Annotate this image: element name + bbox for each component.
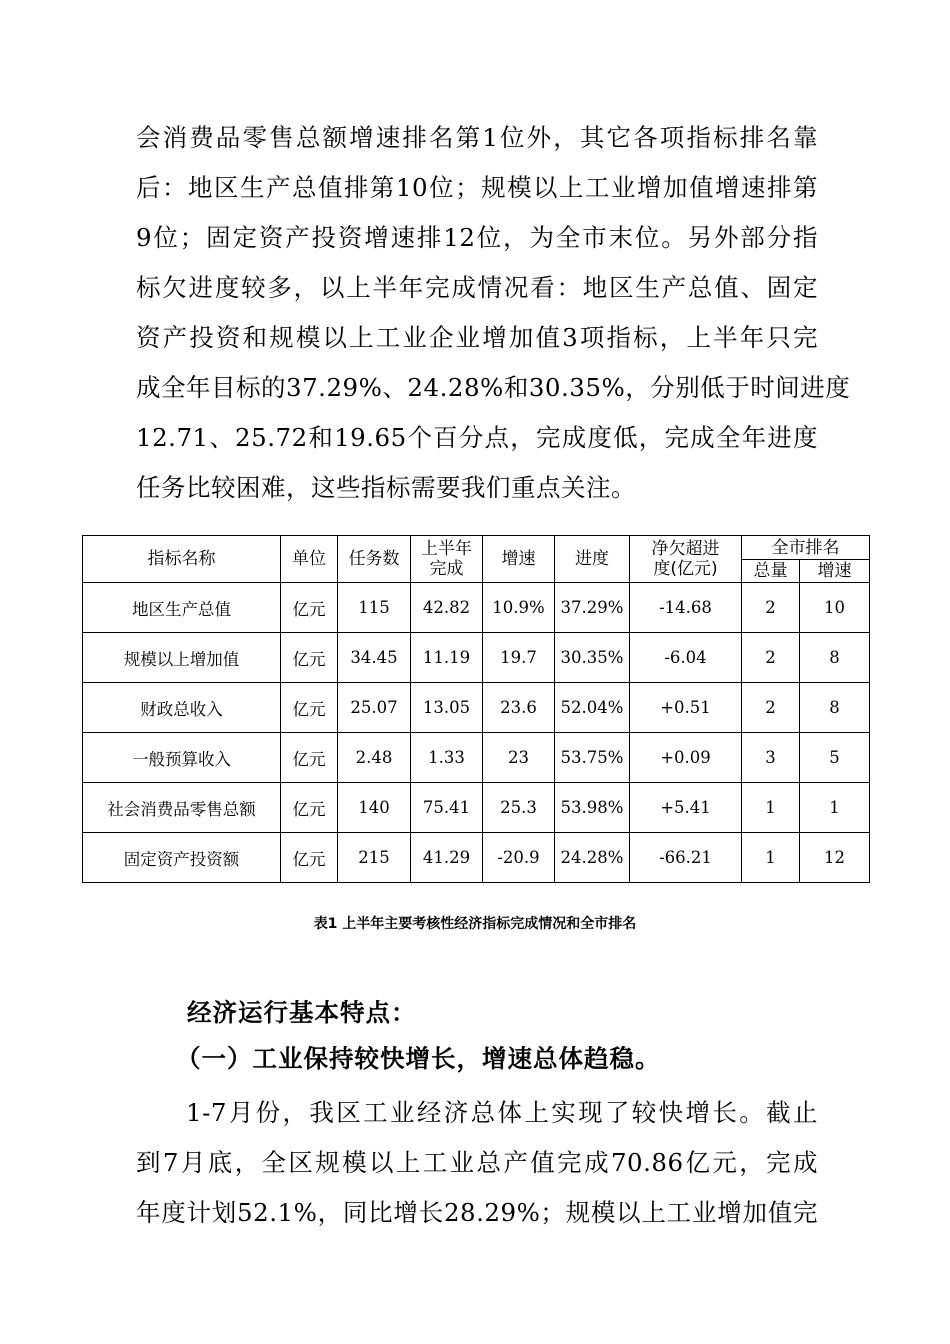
cell-unit: 亿元 [281, 633, 338, 683]
text-line: 标欠进度较多，以上半年完成情况看：地区生产总值、固定 [136, 273, 818, 302]
header-half-year: 上半年完成 [411, 536, 483, 583]
cell-name: 财政总收入 [83, 683, 281, 733]
cell-half: 42.82 [411, 583, 483, 633]
text-line: 资产投资和规模以上工业企业增加值3项指标，上半年只完 [136, 323, 818, 352]
text-line: 1-7月份，我区工业经济总体上实现了较快增长。截止 [186, 1098, 818, 1127]
cell-growth: 10.9% [483, 583, 555, 633]
table-row [83, 833, 870, 883]
table-row [83, 683, 870, 733]
cell-name: 社会消费品零售总额 [83, 783, 281, 833]
cell-net: +5.41 [630, 783, 742, 833]
cell-unit: 亿元 [281, 583, 338, 633]
cell-progress: 30.35% [555, 633, 630, 683]
text-line: 后：地区生产总值排第10位；规模以上工业增加值增速排第 [136, 173, 818, 202]
cell-unit: 亿元 [281, 783, 338, 833]
cell-net: -14.68 [630, 583, 742, 633]
table-caption: 表1 上半年主要考核性经济指标完成情况和全市排名 [313, 916, 637, 932]
cell-progress: 24.28% [555, 833, 630, 883]
cell-unit: 亿元 [281, 683, 338, 733]
cell-unit: 亿元 [281, 733, 338, 783]
text-line: 9位；固定资产投资增速排12位，为全市末位。另外部分指 [136, 223, 818, 252]
header-net: 净欠超进度(亿元) [630, 536, 742, 583]
cell-name: 地区生产总值 [83, 583, 281, 633]
cell-rank-total: 2 [742, 633, 800, 683]
cell-rank-growth: 5 [800, 733, 870, 783]
cell-half: 41.29 [411, 833, 483, 883]
table-row [83, 583, 870, 633]
section-heading: 经济运行基本特点： [187, 998, 417, 1027]
cell-growth: 19.7 [483, 633, 555, 683]
header-task: 任务数 [338, 536, 411, 583]
cell-rank-total: 3 [742, 733, 800, 783]
cell-rank-growth: 1 [800, 783, 870, 833]
table-header-row [83, 536, 870, 560]
cell-unit: 亿元 [281, 833, 338, 883]
sub-heading: （一）工业保持较快增长，增速总体趋稳。 [176, 1044, 661, 1073]
cell-name: 固定资产投资额 [83, 833, 281, 883]
cell-task: 215 [338, 833, 411, 883]
cell-progress: 53.75% [555, 733, 630, 783]
cell-net: -6.04 [630, 633, 742, 683]
table-row [83, 633, 870, 683]
table-row [83, 783, 870, 833]
cell-task: 2.48 [338, 733, 411, 783]
cell-rank-growth: 10 [800, 583, 870, 633]
header-rank-total: 总量 [742, 560, 800, 583]
cell-growth: 25.3 [483, 783, 555, 833]
cell-task: 34.45 [338, 633, 411, 683]
cell-rank-total: 1 [742, 783, 800, 833]
indicator-table [82, 535, 870, 883]
cell-net: -66.21 [630, 833, 742, 883]
cell-growth: -20.9 [483, 833, 555, 883]
header-ranking: 全市排名 [742, 536, 870, 560]
cell-growth: 23 [483, 733, 555, 783]
text-line: 12.71、25.72和19.65个百分点，完成度低，完成全年进度 [136, 423, 818, 452]
header-growth: 增速 [483, 536, 555, 583]
text-line: 年度计划52.1%，同比增长28.29%；规模以上工业增加值完 [136, 1198, 818, 1227]
text-line: 到7月底，全区规模以上工业总产值完成70.86亿元，完成 [136, 1148, 818, 1177]
cell-rank-total: 2 [742, 583, 800, 633]
cell-rank-growth: 8 [800, 683, 870, 733]
cell-half: 11.19 [411, 633, 483, 683]
paragraph-ranking-summary [136, 113, 851, 513]
header-rank-growth: 增速 [800, 560, 870, 583]
cell-rank-total: 2 [742, 683, 800, 733]
header-unit: 单位 [281, 536, 338, 583]
table-row [83, 733, 870, 783]
cell-task: 115 [338, 583, 411, 633]
cell-name: 一般预算收入 [83, 733, 281, 783]
cell-rank-growth: 8 [800, 633, 870, 683]
header-name: 指标名称 [83, 536, 281, 583]
cell-rank-growth: 12 [800, 833, 870, 883]
text-line: 任务比较困难，这些指标需要我们重点关注。 [136, 473, 636, 502]
text-line: 成全年目标的37.29%、24.28%和30.35%，分别低于时间进度 [136, 373, 851, 402]
text-line: 会消费品零售总额增速排名第1位外，其它各项指标排名靠 [136, 123, 818, 152]
cell-name: 规模以上增加值 [83, 633, 281, 683]
cell-progress: 53.98% [555, 783, 630, 833]
header-progress: 进度 [555, 536, 630, 583]
cell-progress: 52.04% [555, 683, 630, 733]
cell-net: +0.51 [630, 683, 742, 733]
paragraph-industry [136, 1088, 818, 1238]
cell-half: 1.33 [411, 733, 483, 783]
cell-progress: 37.29% [555, 583, 630, 633]
cell-rank-total: 1 [742, 833, 800, 883]
cell-half: 13.05 [411, 683, 483, 733]
cell-growth: 23.6 [483, 683, 555, 733]
cell-task: 25.07 [338, 683, 411, 733]
cell-task: 140 [338, 783, 411, 833]
cell-net: +0.09 [630, 733, 742, 783]
cell-half: 75.41 [411, 783, 483, 833]
